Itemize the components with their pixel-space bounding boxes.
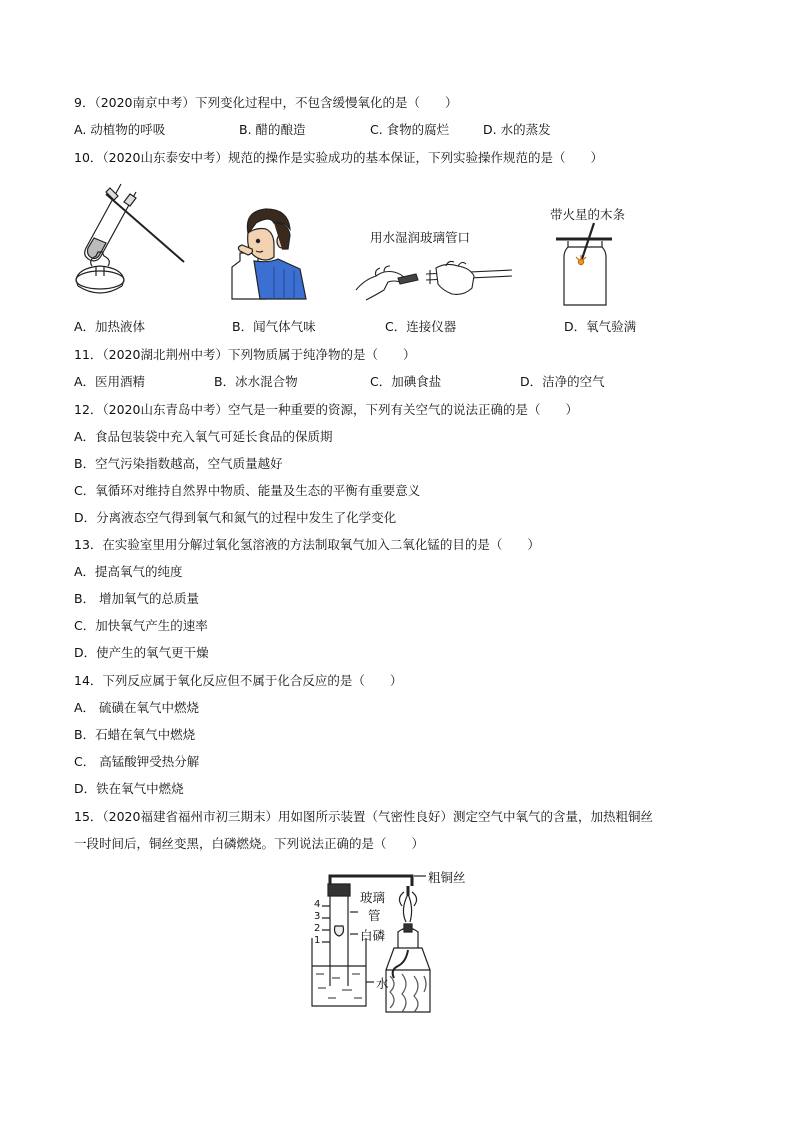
q11-option-b: B．冰水混合物 <box>214 374 298 389</box>
q10-option-a: A．加热液体 <box>74 319 146 334</box>
figure-heating-liquid <box>66 176 192 306</box>
figure-smelling-gas <box>226 205 312 301</box>
label-copper-wire: 粗铜丝 <box>428 870 466 885</box>
question-11-options <box>74 373 754 391</box>
q11-option-d: D．洁净的空气 <box>520 374 605 389</box>
q11-option-c: C．加碘食盐 <box>370 374 442 389</box>
q12-option-a: A．食品包装袋中充入氧气可延长食品的保质期 <box>74 429 333 444</box>
q12-option-d: D．分离液态空气得到氧气和氮气的过程中发生了化学变化 <box>74 510 397 525</box>
q10-option-d: D．氧气验满 <box>564 319 637 334</box>
label-glass-tube-2: 管 <box>368 908 381 923</box>
scale-mark-1: 1 <box>314 935 321 946</box>
question-13-stem: 13．在实验室里用分解过氧化氢溶液的方法制取氧气加入二氧化锰的目的是（ ） <box>74 537 540 552</box>
q9-option-b: B. 醋的酿造 <box>239 122 306 137</box>
q12-option-b: B．空气污染指数越高，空气质量越好 <box>74 456 283 471</box>
q14-option-b: B．石蜡在氧气中燃烧 <box>74 727 196 742</box>
question-9-options <box>74 121 754 139</box>
scale-mark-4: 4 <box>314 899 321 910</box>
label-white-phosphorus: 白磷 <box>360 928 386 943</box>
scale-mark-2: 2 <box>314 923 321 934</box>
question-11-stem: 11．（2020湖北荆州中考）下列物质属于纯净物的是（ ） <box>74 347 416 362</box>
q12-option-c: C．氧循环对维持自然界中物质、能量及生态的平衡有重要意义 <box>74 483 421 498</box>
question-9-stem: 9．（2020南京中考）下列变化过程中，不包含缓慢氧化的是（ ） <box>74 95 458 110</box>
q13-option-c: C．加快氧气产生的速率 <box>74 618 208 633</box>
q13-option-a: A．提高氧气的纯度 <box>74 564 183 579</box>
label-water: 水 <box>376 976 389 991</box>
q13-option-b: B． 增加氧气的总质量 <box>74 591 200 606</box>
q10-option-c: C．连接仪器 <box>385 319 457 334</box>
q14-option-c: C． 高锰酸钾受热分解 <box>74 754 200 769</box>
label-glass-tube-1: 玻璃 <box>360 890 386 905</box>
question-15-stem-line-2: 一段时间后，铜丝变黑，白磷燃烧。下列说法正确的是（ ） <box>74 836 425 851</box>
q10-option-b: B．闻气体气味 <box>232 319 316 334</box>
question-12-stem: 12．（2020山东青岛中考）空气是一种重要的资源，下列有关空气的说法正确的是（ ） <box>74 402 578 417</box>
q9-option-c: C. 食物的腐烂 <box>370 122 450 137</box>
q13-option-d: D．使产生的氧气更干燥 <box>74 645 209 660</box>
q11-option-a: A．医用酒精 <box>74 374 146 389</box>
q14-option-d: D．铁在氧气中燃烧 <box>74 781 184 796</box>
label-glowing-splint: 带火星的木条 <box>550 207 626 222</box>
question-10-stem: 10．（2020山东泰安中考）规范的操作是实验成功的基本保证，下列实验操作规范的是（ ） <box>74 150 603 165</box>
q9-option-a: A. 动植物的呼吸 <box>74 122 166 137</box>
question-10-options <box>74 318 754 336</box>
figure-oxygen-measurement-apparatus <box>302 866 482 1014</box>
question-14-stem: 14．下列反应属于氧化反应但不属于化合反应的是（ ） <box>74 673 403 688</box>
q14-option-a: A． 硫磺在氧气中燃烧 <box>74 700 200 715</box>
q9-option-d: D. 水的蒸发 <box>483 122 551 137</box>
label-wet-glass-tube: 用水湿润玻璃管口 <box>370 230 471 245</box>
question-15-stem-line-1: 15．（2020福建省福州市初三期末）用如图所示装置（气密性良好）测定空气中氧气的含量，加热粗铜丝 <box>74 809 653 824</box>
scale-mark-3: 3 <box>314 911 321 922</box>
